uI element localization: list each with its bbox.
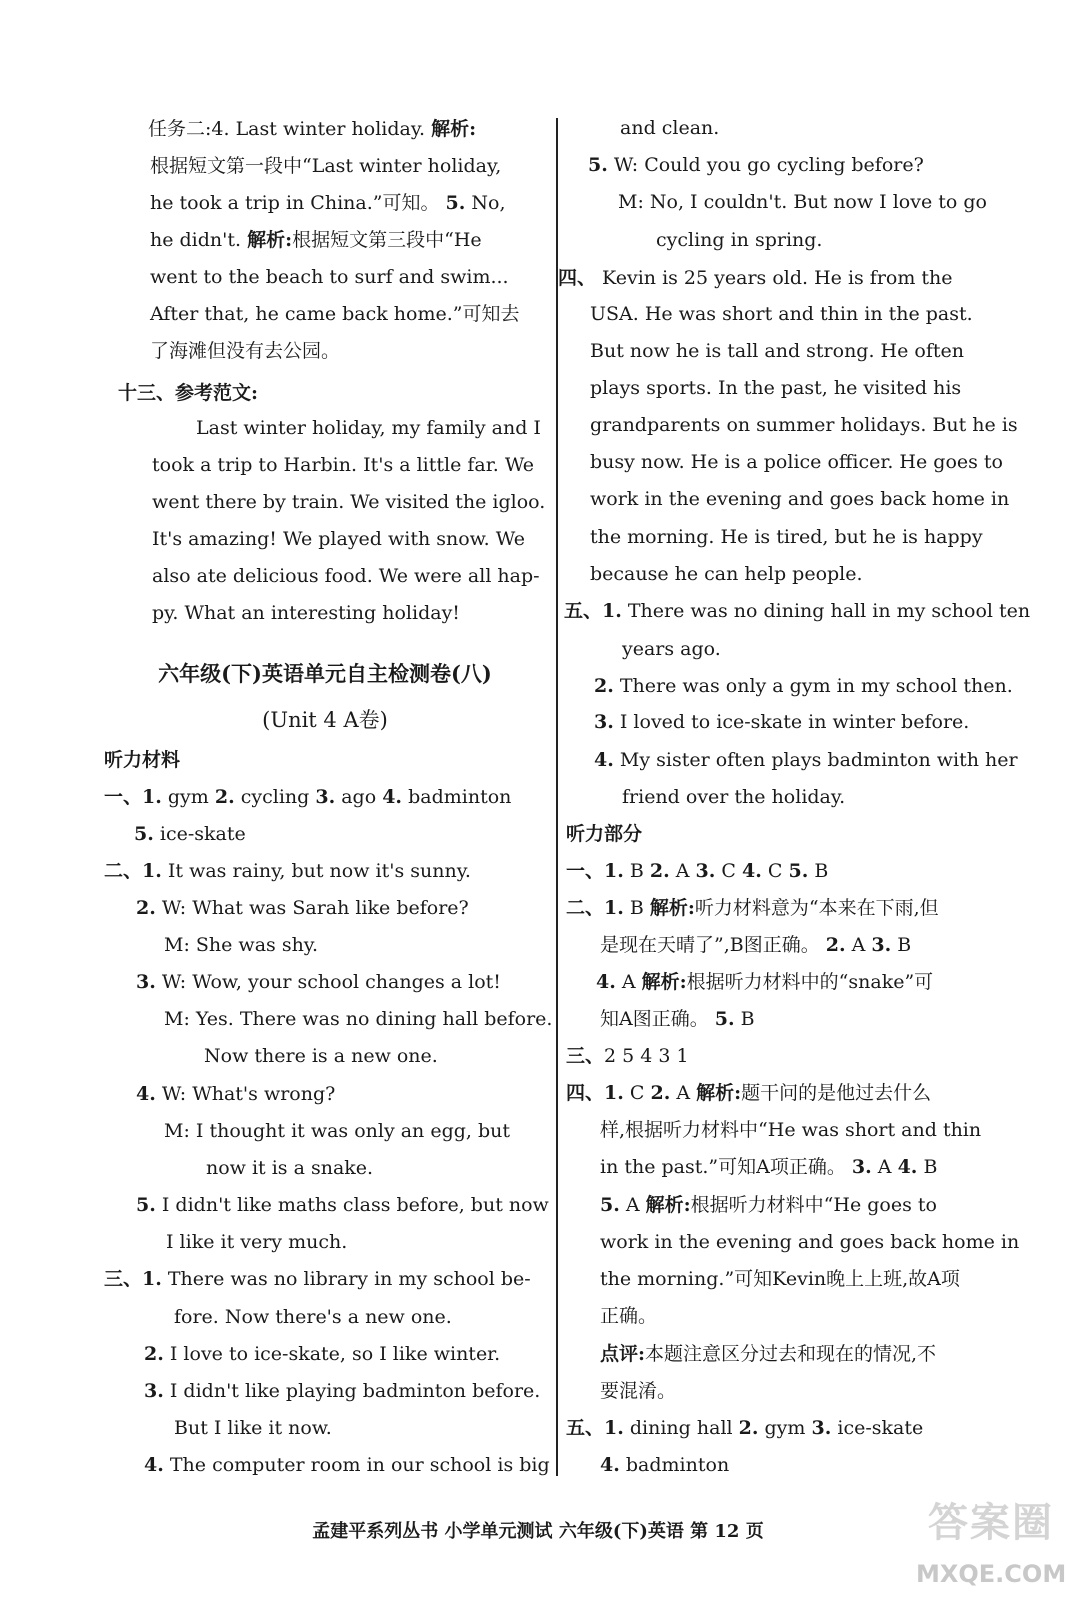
text-segment: gym bbox=[161, 786, 215, 808]
left-text-line bbox=[150, 228, 482, 252]
text-segment: took a trip to Harbin. It's a little far. We bbox=[152, 454, 535, 476]
bold-label: 5. bbox=[136, 1194, 156, 1216]
text-segment: But now he is tall and strong. He often bbox=[590, 340, 964, 362]
right-text-line bbox=[620, 116, 719, 140]
bold-label: 5. bbox=[445, 192, 466, 214]
text-segment: W: What's wrong? bbox=[155, 1083, 336, 1105]
bold-label: 解析: bbox=[649, 897, 695, 919]
text-segment: friend over the holiday. bbox=[622, 786, 846, 808]
bold-label: 4. bbox=[600, 1454, 620, 1476]
left-text-line bbox=[164, 933, 318, 957]
right-text-line bbox=[594, 748, 1018, 772]
bold-label: 5. bbox=[788, 860, 809, 882]
text-segment: work in the evening and goes back home in bbox=[600, 1231, 1020, 1253]
text-segment: A bbox=[669, 860, 696, 882]
right-text-line bbox=[622, 637, 721, 661]
text-segment: I loved to ice-skate in winter before. bbox=[613, 711, 970, 733]
text-segment: W: Could you go cycling before? bbox=[607, 154, 924, 176]
right-text-line bbox=[596, 970, 933, 994]
right-text-line bbox=[564, 599, 1030, 623]
left-text-line bbox=[144, 1342, 500, 1366]
text-segment: No, bbox=[465, 192, 506, 214]
text-segment: busy now. He is a police officer. He goes to bbox=[590, 451, 1003, 473]
right-text-line bbox=[600, 933, 911, 957]
text-segment: grandparents on summer holidays. But he is bbox=[590, 414, 1018, 436]
text-segment: A bbox=[619, 1194, 646, 1216]
right-text-line bbox=[600, 1118, 981, 1142]
left-text-line bbox=[150, 154, 501, 178]
right-text-line bbox=[600, 1304, 657, 1328]
bold-label: 一、1. bbox=[566, 860, 624, 882]
text-segment: It's amazing! We played with snow. We bbox=[152, 528, 525, 550]
text-segment: C bbox=[623, 1082, 651, 1104]
bold-label: 4. bbox=[594, 749, 614, 771]
left-text-line bbox=[118, 381, 258, 405]
text-segment: ago bbox=[335, 786, 383, 808]
text-segment: W: Wow, your school changes a lot! bbox=[155, 971, 501, 993]
bold-label: 六年级(下)英语单元自主检测卷(八) bbox=[158, 661, 492, 686]
page-footer: 孟建平系列丛书 小学单元测试 六年级(下)英语 第 12 页 bbox=[312, 1521, 764, 1542]
bold-label: 4. bbox=[742, 860, 762, 882]
bold-label: 解析: bbox=[641, 971, 687, 993]
text-segment: because he can help people. bbox=[590, 563, 863, 585]
left-text-line bbox=[104, 859, 471, 883]
text-segment: also ate delicious food. We were all hap- bbox=[152, 565, 540, 587]
text-segment: years ago. bbox=[622, 638, 721, 660]
text-segment: 根据短文第一段中“Last winter holiday, bbox=[150, 155, 502, 177]
text-segment: M: Yes. There was no dining hall before. bbox=[164, 1008, 553, 1030]
bold-label: 2. bbox=[825, 934, 846, 956]
text-segment: W: What was Sarah like before? bbox=[155, 897, 469, 919]
bold-label: 4. bbox=[144, 1454, 164, 1476]
right-text-line bbox=[618, 190, 987, 214]
left-text-line bbox=[148, 117, 476, 141]
text-segment: cycling in spring. bbox=[656, 229, 823, 251]
text-segment: There was no library in my school be- bbox=[161, 1268, 531, 1290]
bold-label: 二、1. bbox=[104, 860, 162, 882]
right-text-line bbox=[600, 1267, 960, 1291]
text-segment: 根据听力材料中“He goes to bbox=[690, 1194, 937, 1216]
watermark-logo: 答案圈 bbox=[928, 1499, 1054, 1546]
left-text-line bbox=[164, 1007, 552, 1031]
right-text-line bbox=[558, 266, 953, 290]
text-segment: fore. Now there's a new one. bbox=[174, 1306, 452, 1328]
bold-label: 四、1. bbox=[566, 1082, 624, 1104]
bold-label: 听力材料 bbox=[104, 749, 181, 771]
text-segment: I didn't like maths class before, but now bbox=[155, 1194, 549, 1216]
bold-label: 3. bbox=[695, 860, 716, 882]
bold-label: 4. bbox=[382, 786, 403, 808]
left-text-line bbox=[152, 453, 534, 477]
left-text-line bbox=[144, 1453, 550, 1477]
right-text-line bbox=[590, 487, 1009, 511]
text-segment: M: I thought it was only an egg, but bbox=[164, 1120, 511, 1142]
bold-label: 5. bbox=[714, 1008, 735, 1030]
left-text-line bbox=[204, 1044, 438, 1068]
text-segment: There was no dining hall in my school ten bbox=[621, 600, 1031, 622]
text-segment: he didn't. bbox=[150, 229, 248, 251]
left-text-line bbox=[104, 748, 180, 772]
text-segment: the morning. He is tired, but he is happy bbox=[590, 526, 983, 548]
right-text-line bbox=[590, 302, 973, 326]
text-segment: 本题注意区分过去和现在的情况,不 bbox=[645, 1343, 937, 1365]
text-segment: A bbox=[615, 971, 642, 993]
right-text-line bbox=[656, 228, 822, 252]
watermark-url: MXQE.COM bbox=[916, 1560, 1067, 1588]
text-segment: M: She was shy. bbox=[164, 934, 319, 956]
right-text-line bbox=[600, 1379, 676, 1403]
right-text-line bbox=[566, 1044, 689, 1068]
left-text-line bbox=[100, 708, 550, 732]
right-text-line bbox=[590, 450, 1003, 474]
right-text-line bbox=[600, 1155, 937, 1179]
bold-label: 5. bbox=[588, 154, 608, 176]
text-segment: 题干问的是他过去什么 bbox=[741, 1082, 932, 1104]
right-text-line bbox=[590, 376, 961, 400]
left-text-line bbox=[136, 896, 469, 920]
right-text-line bbox=[622, 785, 845, 809]
bold-label: 2. bbox=[650, 1082, 671, 1104]
left-text-line bbox=[152, 601, 460, 625]
bold-label: 听力部分 bbox=[566, 823, 643, 845]
bold-label: 2. bbox=[738, 1417, 759, 1439]
text-segment: py. What an interesting holiday! bbox=[152, 602, 460, 624]
text-segment: went to the beach to surf and swim... bbox=[150, 266, 509, 288]
text-segment: 2 5 4 3 1 bbox=[604, 1045, 689, 1067]
left-text-line bbox=[174, 1416, 332, 1440]
bold-label: 2. bbox=[136, 897, 156, 919]
right-text-line bbox=[588, 153, 924, 177]
bold-label: 一、1. bbox=[104, 786, 162, 808]
bold-label: 点评: bbox=[600, 1343, 646, 1365]
text-segment: USA. He was short and thin in the past. bbox=[590, 303, 973, 325]
right-text-line bbox=[594, 710, 969, 734]
text-segment: (Unit 4 A卷) bbox=[262, 708, 388, 732]
bold-label: 2. bbox=[649, 860, 670, 882]
right-text-line bbox=[590, 339, 964, 363]
bold-label: 3. bbox=[594, 711, 614, 733]
text-segment: Now there is a new one. bbox=[204, 1045, 438, 1067]
bold-label: 3. bbox=[871, 934, 892, 956]
text-segment: and clean. bbox=[620, 117, 720, 139]
text-segment: went there by train. We visited the igloo. bbox=[152, 491, 546, 513]
bold-label: 4. bbox=[596, 971, 616, 993]
bold-label: 2. bbox=[594, 675, 614, 697]
text-segment: I didn't like playing badminton before. bbox=[163, 1380, 541, 1402]
bold-label: 3. bbox=[811, 1417, 832, 1439]
bold-label: 3. bbox=[315, 786, 336, 808]
right-text-line bbox=[566, 1081, 931, 1105]
left-text-line bbox=[166, 1230, 347, 1254]
left-text-line bbox=[136, 1193, 549, 1217]
text-segment: But I like it now. bbox=[174, 1417, 332, 1439]
right-text-line bbox=[600, 1193, 937, 1217]
text-segment: ice-skate bbox=[831, 1417, 924, 1439]
watermark bbox=[916, 1488, 1066, 1592]
right-text-line bbox=[566, 1416, 923, 1440]
text-segment: C bbox=[761, 860, 789, 882]
text-segment: M: No, I couldn't. But now I love to go bbox=[618, 191, 987, 213]
text-segment: B bbox=[891, 934, 912, 956]
left-text-line bbox=[152, 564, 540, 588]
bold-label: 5. bbox=[600, 1194, 620, 1216]
left-text-line bbox=[150, 302, 520, 326]
bold-label: 五、1. bbox=[566, 1417, 624, 1439]
text-segment: gym bbox=[758, 1417, 812, 1439]
text-segment: A bbox=[670, 1082, 697, 1104]
text-segment: 听力材料意为“本来在下雨,但 bbox=[694, 897, 939, 919]
text-segment: 了海滩但没有去公园。 bbox=[150, 340, 341, 362]
text-segment: 是现在天晴了”,B图正确。 bbox=[600, 934, 826, 956]
left-text-line bbox=[100, 662, 550, 686]
text-segment: There was only a gym in my school then. bbox=[613, 675, 1013, 697]
right-text-line bbox=[590, 525, 983, 549]
text-segment: 根据短文第三段中“He bbox=[292, 229, 482, 251]
right-text-line bbox=[566, 859, 828, 883]
bold-label: 解析: bbox=[247, 229, 293, 251]
text-segment: A bbox=[845, 934, 872, 956]
bold-label: 四、 bbox=[558, 267, 597, 289]
text-segment: B bbox=[808, 860, 829, 882]
left-text-line bbox=[174, 1305, 452, 1329]
text-segment: 要混淆。 bbox=[600, 1380, 677, 1402]
text-segment: work in the evening and goes back home in bbox=[590, 488, 1010, 510]
left-text-line bbox=[152, 490, 545, 514]
text-segment: 正确。 bbox=[600, 1305, 658, 1327]
text-segment: I like it very much. bbox=[166, 1231, 348, 1253]
right-text-line bbox=[594, 674, 1013, 698]
bold-label: 2. bbox=[144, 1343, 164, 1365]
left-text-line bbox=[144, 1379, 540, 1403]
bold-label: 三、 bbox=[566, 1045, 605, 1067]
left-text-line bbox=[196, 416, 541, 440]
left-text-line bbox=[136, 970, 501, 994]
bold-label: 解析: bbox=[431, 118, 477, 140]
left-text-line bbox=[150, 339, 340, 363]
bold-label: 3. bbox=[851, 1156, 872, 1178]
text-segment: plays sports. In the past, he visited his bbox=[590, 377, 962, 399]
right-text-line bbox=[590, 413, 1018, 437]
text-segment: 根据听力材料中的“snake”可 bbox=[686, 971, 934, 993]
text-segment: 样,根据听力材料中“He was short and thin bbox=[600, 1119, 982, 1141]
left-text-line bbox=[104, 785, 511, 809]
bold-label: 十三、参考范文: bbox=[118, 382, 259, 404]
text-segment: he took a trip in China.”可知。 bbox=[150, 192, 446, 214]
text-segment: the morning.”可知Kevin晚上上班,故A项 bbox=[600, 1268, 960, 1290]
text-segment: My sister often plays badminton with her bbox=[613, 749, 1018, 771]
bold-label: 解析: bbox=[645, 1194, 691, 1216]
right-text-line bbox=[600, 1007, 755, 1031]
text-segment: cycling bbox=[234, 786, 316, 808]
left-text-line bbox=[136, 1082, 335, 1106]
text-segment: 知A图正确。 bbox=[600, 1008, 715, 1030]
text-segment: B bbox=[623, 897, 650, 919]
left-text-line bbox=[104, 1267, 531, 1291]
text-segment: ice-skate bbox=[153, 823, 246, 845]
text-segment: A bbox=[871, 1156, 898, 1178]
right-text-line bbox=[600, 1453, 729, 1477]
text-segment: now it is a snake. bbox=[206, 1157, 374, 1179]
bold-label: 三、1. bbox=[104, 1268, 162, 1290]
left-text-line bbox=[164, 1119, 510, 1143]
left-text-line bbox=[134, 822, 246, 846]
right-text-line bbox=[590, 562, 863, 586]
text-segment: B bbox=[623, 860, 650, 882]
text-segment: The computer room in our school is big bbox=[163, 1454, 550, 1476]
left-text-line bbox=[150, 191, 506, 215]
text-segment: I love to ice-skate, so I like winter. bbox=[163, 1343, 501, 1365]
text-segment: badminton bbox=[402, 786, 512, 808]
column-divider bbox=[556, 118, 558, 1476]
bold-label: 3. bbox=[144, 1380, 164, 1402]
left-text-line bbox=[206, 1156, 373, 1180]
right-text-line bbox=[600, 1342, 936, 1366]
text-segment: C bbox=[715, 860, 743, 882]
text-segment: B bbox=[917, 1156, 938, 1178]
text-segment: Last winter holiday, my family and I bbox=[196, 417, 541, 439]
bold-label: 3. bbox=[136, 971, 156, 993]
text-segment: B bbox=[734, 1008, 755, 1030]
bold-label: 4. bbox=[136, 1083, 156, 1105]
left-text-line bbox=[150, 265, 509, 289]
right-text-line bbox=[566, 822, 642, 846]
left-text-line bbox=[152, 527, 525, 551]
right-text-line bbox=[566, 896, 939, 920]
bold-label: 五、1. bbox=[564, 600, 622, 622]
text-segment: 任务二:4. Last winter holiday. bbox=[148, 118, 432, 140]
bold-label: 2. bbox=[214, 786, 235, 808]
text-segment: dining hall bbox=[623, 1417, 739, 1439]
bold-label: 二、1. bbox=[566, 897, 624, 919]
right-text-line bbox=[600, 1230, 1019, 1254]
text-segment: After that, he came back home.”可知去 bbox=[150, 303, 520, 325]
text-segment: It was rainy, but now it's sunny. bbox=[161, 860, 471, 882]
bold-label: 解析: bbox=[696, 1082, 742, 1104]
text-segment: Kevin is 25 years old. He is from the bbox=[596, 267, 953, 289]
bold-label: 5. bbox=[134, 823, 154, 845]
text-segment: in the past.”可知A项正确。 bbox=[600, 1156, 852, 1178]
bold-label: 4. bbox=[897, 1156, 918, 1178]
text-segment: badminton bbox=[619, 1454, 730, 1476]
